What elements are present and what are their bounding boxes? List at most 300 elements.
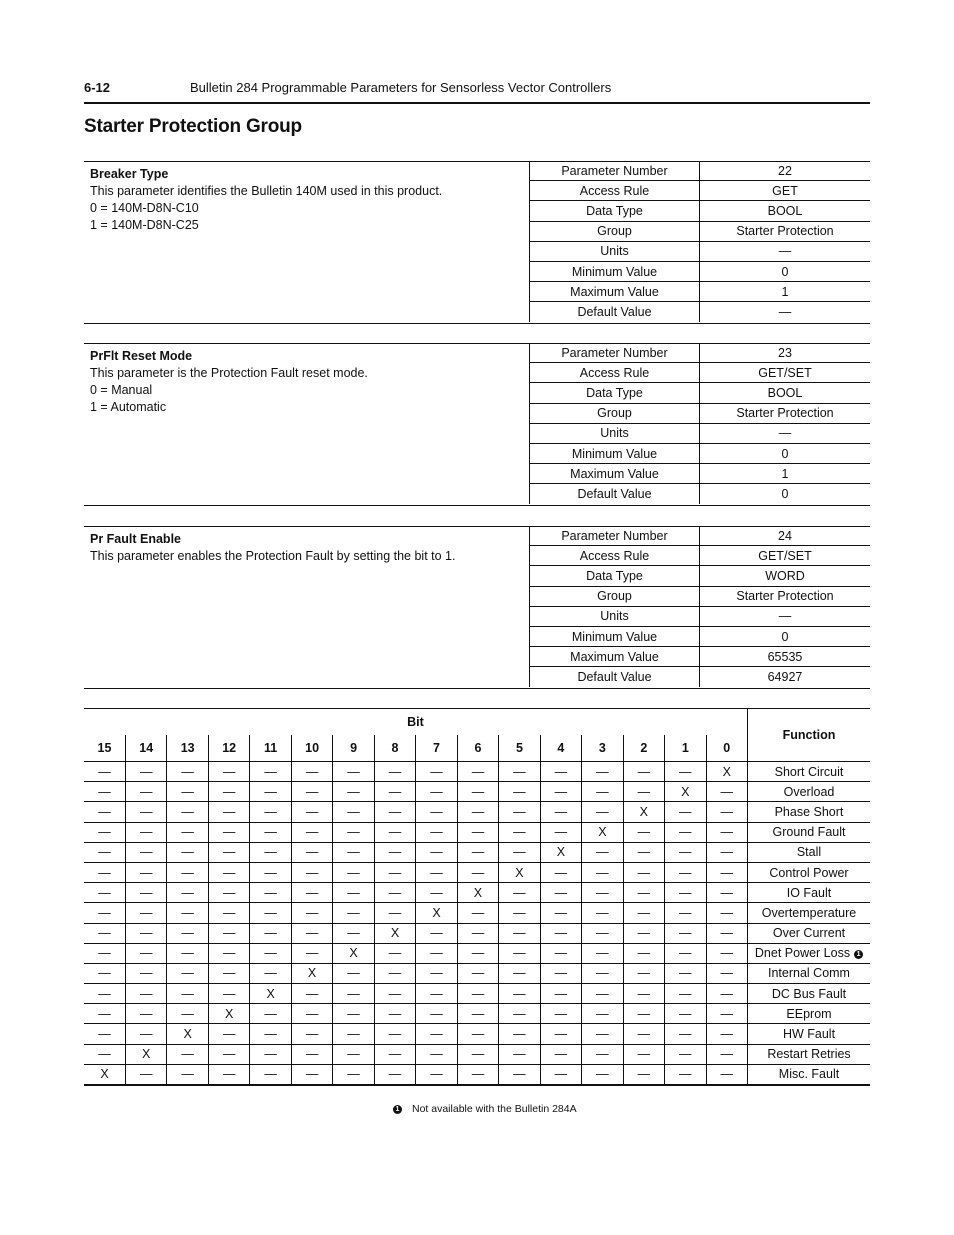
- function-label: Internal Comm: [768, 966, 850, 981]
- parameter-name: Pr Fault Enable: [90, 532, 181, 546]
- property-value: 1: [700, 464, 871, 484]
- property-label: Maximum Value: [530, 282, 700, 302]
- property-value: 64927: [767, 669, 803, 684]
- property-value: 23: [700, 343, 871, 363]
- table-row: [84, 1024, 870, 1044]
- bit-cell: —: [582, 984, 623, 1004]
- bit-cell: —: [291, 1024, 332, 1044]
- bit-cell: —: [374, 943, 415, 963]
- bit-cell: —: [84, 903, 125, 923]
- bit-cell: —: [665, 862, 706, 882]
- table-row: [84, 883, 870, 903]
- property-label: Parameter Number: [530, 343, 700, 363]
- parameter-option: 1 = Automatic: [90, 400, 167, 414]
- bit-cell: —: [84, 782, 125, 802]
- property-value: 65535: [700, 647, 871, 667]
- function-cell: [748, 862, 871, 882]
- block-bottom-rule: [84, 505, 870, 506]
- function-label: DC Bus Fault: [771, 986, 847, 1001]
- function-header: Function: [748, 708, 871, 762]
- bit-cell: —: [623, 762, 664, 782]
- bit-cell: —: [540, 802, 581, 822]
- bit-function-table: [84, 708, 870, 1086]
- bit-cell: —: [540, 984, 581, 1004]
- bit-cell: —: [333, 883, 374, 903]
- function-label: Overtemperature: [761, 905, 857, 920]
- bit-cell: —: [250, 903, 291, 923]
- parameter-block-prflt-reset-mode: [84, 343, 870, 506]
- property-value: —: [700, 241, 871, 261]
- bit-cell: —: [291, 842, 332, 862]
- bit-cell: X: [540, 842, 581, 862]
- bit-cell: X: [333, 943, 374, 963]
- bit-cell: —: [167, 883, 208, 903]
- bit-cell: —: [665, 802, 706, 822]
- bit-cell: —: [582, 1024, 623, 1044]
- bit-cell: —: [499, 923, 540, 943]
- bit-cell: —: [540, 883, 581, 903]
- property-label: Default Value: [530, 302, 700, 322]
- function-label: EEprom: [786, 1006, 832, 1021]
- bit-cell: —: [250, 963, 291, 983]
- table-row: [84, 903, 870, 923]
- parameter-option: 0 = 140M-D8N-C10: [90, 201, 199, 215]
- bit-cell: —: [665, 883, 706, 903]
- bit-cell: X: [208, 1004, 249, 1024]
- bit-cell: —: [416, 963, 457, 983]
- bit-cell: —: [665, 984, 706, 1004]
- bit-cell: —: [706, 984, 747, 1004]
- bit-cell: —: [84, 762, 125, 782]
- bit-cell: —: [250, 842, 291, 862]
- bit-cell: —: [84, 883, 125, 903]
- bit-cell: —: [706, 883, 747, 903]
- bit-cell: —: [416, 782, 457, 802]
- bit-cell: —: [499, 802, 540, 822]
- function-cell: [748, 903, 871, 923]
- bit-cell: —: [291, 1044, 332, 1064]
- bit-cell: —: [540, 1064, 581, 1085]
- bit-cell: —: [125, 842, 166, 862]
- bit-cell: —: [416, 822, 457, 842]
- bit-cell: —: [333, 903, 374, 923]
- function-cell: [748, 782, 871, 802]
- bit-cell: —: [167, 923, 208, 943]
- bit-cell: —: [208, 842, 249, 862]
- bit-cell: —: [665, 943, 706, 963]
- bit-cell: —: [208, 984, 249, 1004]
- bit-cell: —: [457, 782, 498, 802]
- bit-cell: —: [416, 802, 457, 822]
- function-label: Ground Fault: [772, 825, 846, 840]
- property-value: Starter Protection: [700, 586, 871, 606]
- bit-cell: —: [457, 943, 498, 963]
- bit-cell: —: [125, 802, 166, 822]
- bit-cell: —: [374, 1024, 415, 1044]
- property-label: Group: [530, 221, 700, 241]
- bit-cell: —: [540, 862, 581, 882]
- bit-table-body: [84, 762, 870, 1086]
- bit-number-header: 3: [582, 735, 623, 762]
- function-cell: [748, 943, 871, 963]
- bit-cell: —: [665, 1004, 706, 1024]
- property-label: Minimum Value: [530, 443, 700, 463]
- bit-cell: —: [706, 923, 747, 943]
- table-row: [84, 862, 870, 882]
- bit-cell: —: [167, 842, 208, 862]
- bit-cell: —: [291, 782, 332, 802]
- bit-cell: —: [291, 862, 332, 882]
- property-label: Data Type: [530, 566, 700, 586]
- bit-cell: —: [582, 782, 623, 802]
- bit-number-header: 11: [250, 735, 291, 762]
- bit-cell: —: [665, 1064, 706, 1085]
- property-label: Data Type: [530, 383, 700, 403]
- function-cell: [748, 822, 871, 842]
- bit-cell: —: [416, 842, 457, 862]
- bit-cell: —: [84, 1044, 125, 1064]
- bit-cell: —: [333, 963, 374, 983]
- bit-cell: —: [208, 923, 249, 943]
- parameter-block-breaker-type: [84, 161, 870, 324]
- bit-cell: —: [665, 1024, 706, 1044]
- function-label: Overload: [783, 784, 835, 799]
- bit-cell: —: [291, 822, 332, 842]
- parameter-description: [90, 531, 520, 565]
- property-label: Group: [530, 586, 700, 606]
- bit-cell: —: [333, 984, 374, 1004]
- bit-cell: —: [84, 802, 125, 822]
- property-label: Default Value: [530, 484, 700, 504]
- bit-cell: —: [374, 1004, 415, 1024]
- bit-cell: X: [706, 762, 747, 782]
- bit-cell: —: [84, 842, 125, 862]
- bit-cell: —: [208, 883, 249, 903]
- bit-cell: —: [623, 984, 664, 1004]
- bit-cell: —: [125, 1024, 166, 1044]
- property-label: Units: [530, 241, 700, 261]
- property-value: 22: [700, 161, 871, 181]
- bit-cell: —: [499, 1024, 540, 1044]
- bit-cell: —: [665, 963, 706, 983]
- bit-cell: —: [499, 822, 540, 842]
- table-row: [84, 842, 870, 862]
- table-row: [84, 943, 870, 963]
- bit-cell: —: [457, 822, 498, 842]
- bit-cell: —: [499, 963, 540, 983]
- bit-cell: —: [125, 883, 166, 903]
- function-label: IO Fault: [786, 885, 832, 900]
- bit-cell: —: [416, 1024, 457, 1044]
- bit-cell: X: [167, 1024, 208, 1044]
- bit-cell: —: [499, 883, 540, 903]
- parameter-properties-table: [529, 526, 870, 687]
- bit-cell: —: [125, 903, 166, 923]
- bit-cell: —: [208, 762, 249, 782]
- function-cell: [748, 842, 871, 862]
- bit-cell: X: [457, 883, 498, 903]
- bit-number-header: 0: [706, 735, 747, 762]
- bit-cell: —: [374, 782, 415, 802]
- bit-cell: —: [457, 923, 498, 943]
- bit-cell: —: [582, 802, 623, 822]
- property-label: Data Type: [530, 201, 700, 221]
- bit-cell: —: [416, 1004, 457, 1024]
- bit-cell: —: [499, 1004, 540, 1024]
- parameter-name: PrFlt Reset Mode: [90, 349, 193, 363]
- bit-cell: —: [416, 862, 457, 882]
- bit-cell: X: [582, 822, 623, 842]
- bit-cell: —: [125, 782, 166, 802]
- function-cell: [748, 1004, 871, 1024]
- bit-cell: —: [540, 1024, 581, 1044]
- bit-cell: —: [208, 943, 249, 963]
- bit-cell: —: [540, 1044, 581, 1064]
- bit-cell: —: [125, 762, 166, 782]
- bit-cell: —: [499, 943, 540, 963]
- bit-cell: X: [125, 1044, 166, 1064]
- bit-cell: —: [457, 762, 498, 782]
- bit-number-header: 15: [84, 735, 125, 762]
- function-cell: [748, 963, 871, 983]
- bit-cell: —: [291, 802, 332, 822]
- bit-cell: —: [623, 1064, 664, 1085]
- bit-cell: X: [291, 963, 332, 983]
- property-label: Units: [530, 423, 700, 443]
- bit-cell: —: [582, 1064, 623, 1085]
- parameter-description-text: This parameter is the Protection Fault reset mode.: [90, 366, 368, 380]
- property-value: Starter Protection: [700, 221, 871, 241]
- property-value: —: [778, 304, 792, 319]
- bit-cell: —: [291, 943, 332, 963]
- function-cell: [748, 762, 871, 782]
- bit-cell: —: [291, 923, 332, 943]
- bit-cell: —: [582, 862, 623, 882]
- bit-cell: —: [540, 903, 581, 923]
- bit-cell: —: [499, 1064, 540, 1085]
- bit-cell: —: [374, 862, 415, 882]
- bit-cell: —: [706, 903, 747, 923]
- parameter-option: 1 = 140M-D8N-C25: [90, 218, 199, 232]
- bit-cell: —: [250, 943, 291, 963]
- bit-cell: —: [706, 1064, 747, 1085]
- bit-cell: —: [167, 903, 208, 923]
- bit-number-header: 1: [665, 735, 706, 762]
- property-value: GET: [700, 181, 871, 201]
- bit-cell: —: [540, 782, 581, 802]
- bit-cell: —: [623, 883, 664, 903]
- bit-cell: —: [706, 963, 747, 983]
- bit-cell: —: [291, 883, 332, 903]
- function-cell: [748, 883, 871, 903]
- bit-number-header: 6: [457, 735, 498, 762]
- parameter-description-text: This parameter identifies the Bulletin 140M used in this product.: [90, 184, 443, 198]
- property-label: Access Rule: [530, 546, 700, 566]
- bit-cell: —: [167, 762, 208, 782]
- bit-cell: —: [250, 782, 291, 802]
- parameter-description-text: This parameter enables the Protection Fault by setting the bit to 1.: [90, 549, 456, 563]
- function-label: HW Fault: [782, 1027, 836, 1042]
- bit-cell: —: [374, 1044, 415, 1064]
- bit-cell: —: [250, 762, 291, 782]
- footnote-marker: 1: [854, 950, 863, 959]
- bit-cell: —: [333, 822, 374, 842]
- bit-cell: —: [499, 1044, 540, 1064]
- bit-cell: —: [250, 1024, 291, 1044]
- bit-cell: —: [84, 963, 125, 983]
- bit-number-header: 13: [167, 735, 208, 762]
- bit-cell: —: [167, 1044, 208, 1064]
- bit-cell: —: [623, 862, 664, 882]
- bit-cell: —: [291, 762, 332, 782]
- bit-cell: —: [333, 782, 374, 802]
- bit-cell: —: [167, 1064, 208, 1085]
- bit-cell: —: [125, 862, 166, 882]
- header-rule: [84, 102, 870, 104]
- parameter-properties-table: [529, 343, 870, 504]
- table-top-rule: [84, 708, 870, 709]
- bit-cell: —: [416, 762, 457, 782]
- bit-cell: —: [125, 822, 166, 842]
- bit-cell: —: [706, 802, 747, 822]
- bit-number-header: 7: [416, 735, 457, 762]
- bit-cell: —: [582, 923, 623, 943]
- property-value: 24: [700, 526, 871, 546]
- bit-cell: —: [250, 822, 291, 842]
- bit-cell: —: [333, 923, 374, 943]
- table-row: [84, 1044, 870, 1064]
- bit-cell: —: [665, 903, 706, 923]
- bit-cell: —: [84, 923, 125, 943]
- bit-cell: —: [457, 903, 498, 923]
- function-label: Restart Retries: [767, 1047, 851, 1062]
- bit-cell: —: [291, 903, 332, 923]
- bit-cell: X: [623, 802, 664, 822]
- bit-cell: —: [333, 1064, 374, 1085]
- bit-cell: —: [84, 862, 125, 882]
- bit-number-header: 5: [499, 735, 540, 762]
- bit-cell: —: [333, 862, 374, 882]
- bit-cell: —: [540, 1004, 581, 1024]
- bit-cell: —: [623, 903, 664, 923]
- bit-cell: —: [457, 802, 498, 822]
- bit-cell: —: [416, 923, 457, 943]
- block-bottom-rule: [84, 688, 870, 689]
- bit-cell: —: [84, 822, 125, 842]
- bit-number-header: 14: [125, 735, 166, 762]
- bit-cell: —: [374, 984, 415, 1004]
- bit-cell: —: [457, 1064, 498, 1085]
- bit-cell: —: [540, 762, 581, 782]
- table-row: [84, 762, 870, 782]
- function-label: Phase Short: [774, 804, 844, 819]
- bit-cell: —: [706, 822, 747, 842]
- table-row: [84, 984, 870, 1004]
- bit-cell: —: [623, 963, 664, 983]
- bit-cell: —: [125, 1004, 166, 1024]
- bit-cell: —: [333, 1024, 374, 1044]
- bit-cell: —: [374, 822, 415, 842]
- bit-cell: —: [457, 963, 498, 983]
- bit-cell: —: [208, 1044, 249, 1064]
- bit-cell: —: [167, 1004, 208, 1024]
- property-label: Access Rule: [530, 181, 700, 201]
- bit-cell: —: [457, 862, 498, 882]
- function-label: Dnet Power Loss: [754, 946, 851, 961]
- bit-cell: —: [84, 943, 125, 963]
- function-label: Stall: [796, 845, 822, 860]
- bit-cell: —: [582, 1004, 623, 1024]
- bit-cell: —: [623, 782, 664, 802]
- bit-cell: —: [208, 862, 249, 882]
- bit-cell: —: [208, 903, 249, 923]
- bit-cell: —: [250, 923, 291, 943]
- bit-number-header: 8: [374, 735, 415, 762]
- bit-number-header: 4: [540, 735, 581, 762]
- bit-cell: X: [250, 984, 291, 1004]
- bit-header: Bit: [407, 714, 424, 729]
- bit-cell: —: [665, 842, 706, 862]
- bit-cell: X: [374, 923, 415, 943]
- table-row: [84, 822, 870, 842]
- property-label: Parameter Number: [530, 161, 700, 181]
- property-label: Maximum Value: [530, 647, 700, 667]
- property-value: BOOL: [700, 201, 871, 221]
- bit-cell: —: [291, 1064, 332, 1085]
- bit-cell: —: [457, 984, 498, 1004]
- function-cell: [748, 1024, 871, 1044]
- bit-cell: —: [125, 943, 166, 963]
- bit-cell: —: [374, 963, 415, 983]
- property-value: 0: [700, 261, 871, 281]
- property-label: Group: [530, 403, 700, 423]
- bit-cell: —: [416, 984, 457, 1004]
- bit-cell: —: [706, 943, 747, 963]
- bit-cell: —: [167, 984, 208, 1004]
- bit-number-header: 10: [291, 735, 332, 762]
- property-value: —: [700, 606, 871, 626]
- bit-cell: —: [582, 903, 623, 923]
- property-value: 1: [700, 282, 871, 302]
- function-cell: [748, 1064, 871, 1085]
- bit-cell: —: [374, 842, 415, 862]
- property-label: Minimum Value: [530, 626, 700, 646]
- property-value: GET/SET: [700, 546, 871, 566]
- bit-cell: —: [250, 1044, 291, 1064]
- bit-cell: —: [623, 1004, 664, 1024]
- bit-cell: —: [416, 883, 457, 903]
- property-value: WORD: [700, 566, 871, 586]
- footnote: [393, 1103, 577, 1115]
- property-value: Starter Protection: [700, 403, 871, 423]
- property-value: 0: [781, 486, 789, 501]
- bit-cell: —: [167, 963, 208, 983]
- bit-cell: —: [499, 782, 540, 802]
- footnote-marker: 1: [393, 1105, 402, 1114]
- bit-cell: —: [208, 1024, 249, 1044]
- function-cell: [748, 1044, 871, 1064]
- bit-cell: —: [582, 883, 623, 903]
- property-value: 0: [700, 626, 871, 646]
- bit-number-header: 12: [208, 735, 249, 762]
- page-number: 6-12: [84, 80, 111, 95]
- bit-cell: —: [374, 1064, 415, 1085]
- bit-cell: —: [457, 1044, 498, 1064]
- table-row: [84, 802, 870, 822]
- bit-cell: —: [167, 943, 208, 963]
- bit-cell: X: [499, 862, 540, 882]
- function-label: Control Power: [769, 865, 849, 880]
